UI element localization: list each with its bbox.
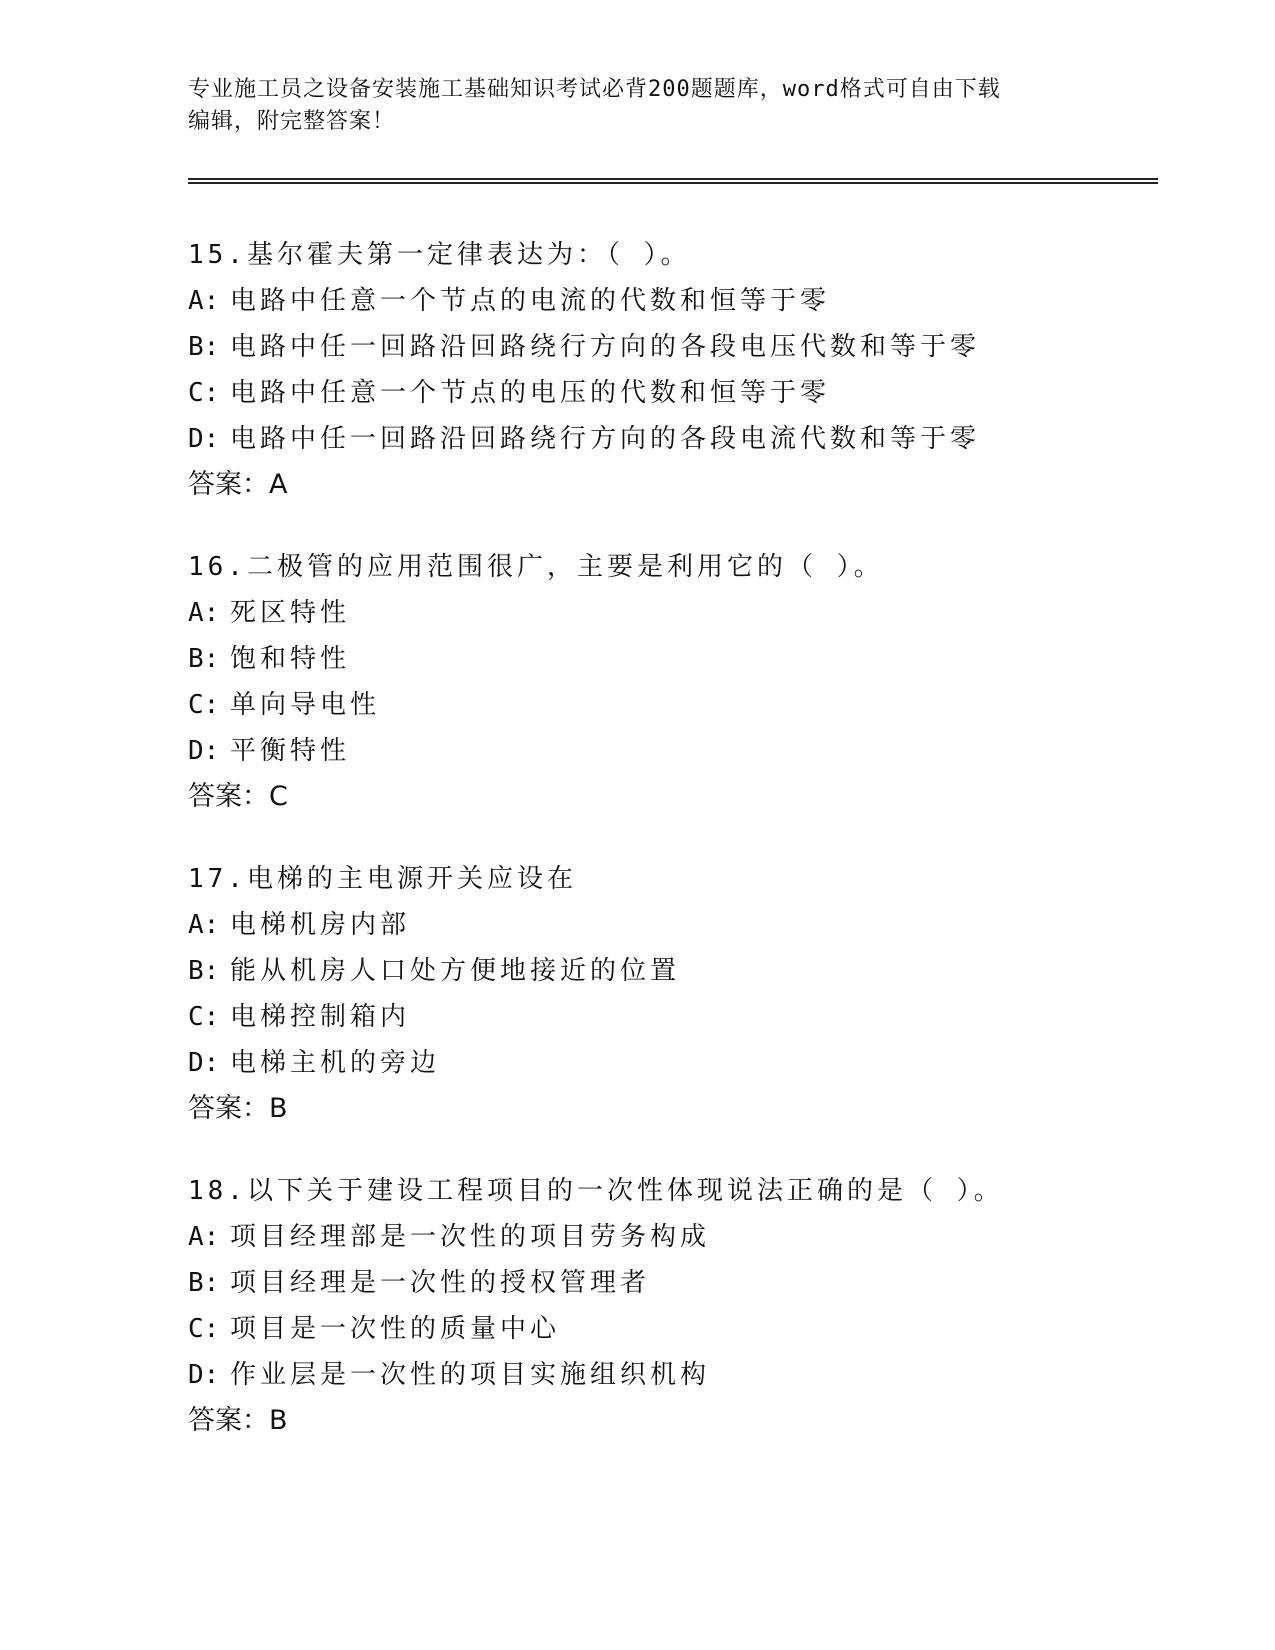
option-key: A:	[188, 910, 220, 940]
option-key: A:	[188, 598, 220, 628]
option-key: D:	[188, 1048, 220, 1078]
option-text: 电梯主机的旁边	[230, 1048, 441, 1078]
question-15	[188, 232, 1168, 508]
option-key: B:	[188, 332, 220, 362]
option-c	[188, 370, 1168, 416]
option-key: C:	[188, 378, 220, 408]
option-key: C:	[188, 1314, 220, 1344]
document-header	[188, 74, 1088, 138]
option-d	[188, 416, 1168, 462]
question-17	[188, 856, 1168, 1132]
option-c	[188, 994, 1168, 1040]
answer-line: 答案：B	[188, 1405, 288, 1436]
option-text: 电梯控制箱内	[230, 1002, 411, 1032]
option-b	[188, 324, 1168, 370]
option-text: 饱和特性	[230, 644, 351, 674]
option-key: D:	[188, 736, 220, 766]
option-text: 死区特性	[230, 598, 351, 628]
option-text: 电路中任一回路沿回路绕行方向的各段电压代数和等于零	[230, 332, 981, 362]
option-d	[188, 1352, 1168, 1398]
answer-line: 答案：B	[188, 1093, 288, 1124]
question-18	[188, 1168, 1168, 1444]
question-list	[188, 232, 1168, 1480]
option-c	[188, 1306, 1168, 1352]
option-a	[188, 902, 1168, 948]
option-key: B:	[188, 956, 220, 986]
option-text: 单向导电性	[230, 690, 381, 720]
option-key: B:	[188, 1268, 220, 1298]
header-line-1: 专业施工员之设备安装施工基础知识考试必背200题题库，word格式可自由下载	[188, 77, 1001, 102]
option-key: B:	[188, 644, 220, 674]
answer-line: 答案：C	[188, 781, 288, 812]
option-text: 平衡特性	[230, 736, 351, 766]
option-key: D:	[188, 424, 220, 454]
option-key: A:	[188, 286, 220, 316]
option-d	[188, 1040, 1168, 1086]
option-d	[188, 728, 1168, 774]
option-key: C:	[188, 690, 220, 720]
question-stem: 17.电梯的主电源开关应设在	[188, 864, 577, 894]
option-text: 作业层是一次性的项目实施组织机构	[230, 1360, 711, 1390]
option-b	[188, 948, 1168, 994]
option-text: 项目是一次性的质量中心	[230, 1314, 561, 1344]
answer-line: 答案：A	[188, 469, 288, 500]
option-text: 电路中任意一个节点的电压的代数和恒等于零	[230, 378, 831, 408]
option-text: 电路中任一回路沿回路绕行方向的各段电流代数和等于零	[230, 424, 981, 454]
option-b	[188, 636, 1168, 682]
option-text: 电梯机房内部	[230, 910, 411, 940]
option-text: 能从机房人口处方便地接近的位置	[230, 956, 681, 986]
header-line-2: 编辑，附完整答案！	[188, 109, 396, 134]
option-text: 项目经理是一次性的授权管理者	[230, 1268, 651, 1298]
option-key: A:	[188, 1222, 220, 1252]
option-key: D:	[188, 1360, 220, 1390]
option-text: 电路中任意一个节点的电流的代数和恒等于零	[230, 286, 831, 316]
question-stem: 18.以下关于建设工程项目的一次性体现说法正确的是（ ）。	[188, 1176, 1004, 1206]
question-16	[188, 544, 1168, 820]
header-double-rule	[188, 178, 1158, 184]
option-key: C:	[188, 1002, 220, 1032]
option-b	[188, 1260, 1168, 1306]
question-stem: 16.二极管的应用范围很广，主要是利用它的（ ）。	[188, 552, 884, 582]
question-stem: 15.基尔霍夫第一定律表达为：（ ）。	[188, 240, 691, 270]
option-a	[188, 1214, 1168, 1260]
option-c	[188, 682, 1168, 728]
option-a	[188, 278, 1168, 324]
option-a	[188, 590, 1168, 636]
option-text: 项目经理部是一次性的项目劳务构成	[230, 1222, 711, 1252]
